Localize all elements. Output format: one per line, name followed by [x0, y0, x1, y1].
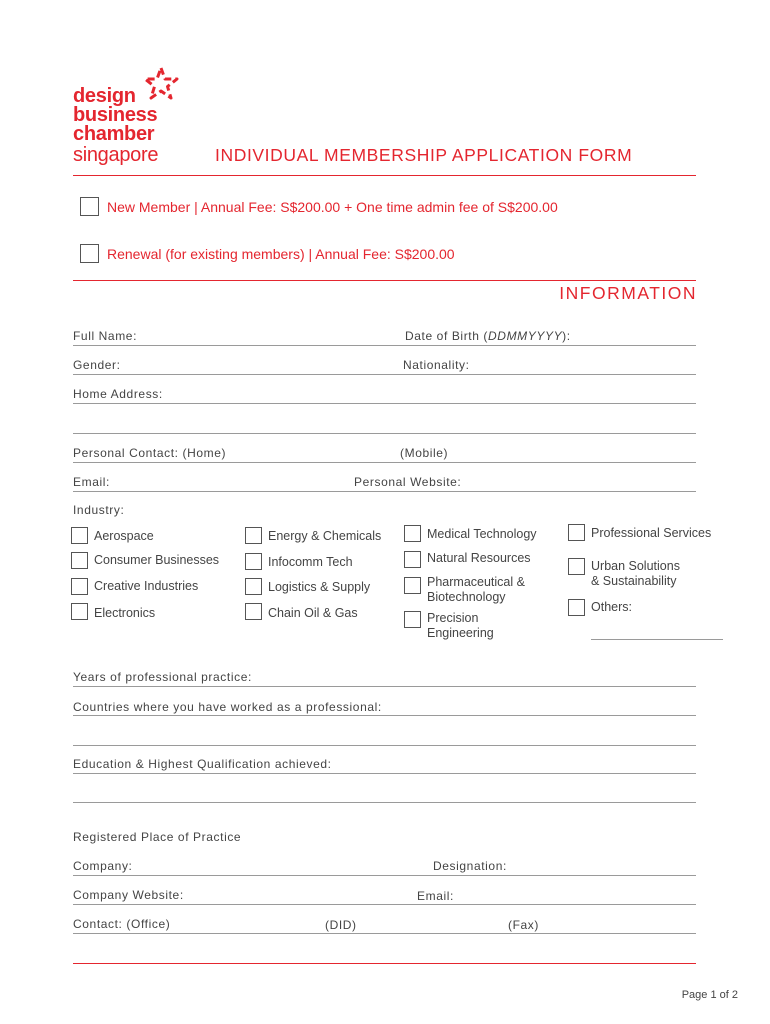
infocomm-tech-checkbox[interactable]	[245, 553, 262, 570]
star-logo-icon	[143, 66, 179, 102]
full-name-label: Full Name:	[73, 329, 138, 343]
email-label: Email:	[73, 475, 110, 489]
pharmaceutical-label: Pharmaceutical &	[427, 575, 525, 589]
others-label: Others:	[591, 600, 632, 614]
medical-technology-label: Medical Technology	[427, 527, 537, 541]
natural-resources-label: Natural Resources	[427, 551, 531, 565]
countries-worked-line-1[interactable]	[73, 715, 696, 716]
page-number: Page 1 of 2	[681, 989, 738, 1001]
creative-industries-checkbox[interactable]	[71, 578, 88, 595]
fax-label: (Fax)	[508, 918, 539, 932]
home-address-label: Home Address:	[73, 387, 163, 401]
company-website-label: Company Website:	[73, 888, 184, 902]
education-label: Education & Highest Qualification achieved:	[73, 757, 332, 771]
energy-chemicals-label: Energy & Chemicals	[268, 529, 382, 543]
years-practice-label: Years of professional practice:	[73, 670, 252, 684]
mobile-label: (Mobile)	[400, 446, 449, 460]
others-checkbox[interactable]	[568, 599, 585, 616]
aerospace-checkbox[interactable]	[71, 527, 88, 544]
form-title: INDIVIDUAL MEMBERSHIP APPLICATION FORM	[215, 145, 633, 165]
home-address-line-1[interactable]	[73, 403, 696, 404]
countries-worked-label: Countries where you have worked as a professional:	[73, 700, 382, 714]
chain-oil-gas-label: Chain Oil & Gas	[268, 606, 358, 620]
company-label: Company:	[73, 859, 133, 873]
urban-solutions-checkbox[interactable]	[568, 558, 585, 575]
medical-technology-checkbox[interactable]	[404, 525, 421, 542]
email-line[interactable]	[73, 491, 696, 492]
precision-label: Precision	[427, 611, 479, 625]
logo-text-business: business	[73, 104, 158, 126]
creative-industries-label: Creative Industries	[94, 579, 199, 593]
chain-oil-gas-checkbox[interactable]	[245, 603, 262, 620]
renewal-checkbox[interactable]	[80, 244, 99, 263]
home-address-line-2[interactable]	[73, 433, 696, 434]
logo-text-design: design	[73, 85, 136, 107]
contact-office-label: Contact: (Office)	[73, 917, 171, 931]
company-email-label: Email:	[417, 889, 454, 903]
dob-label	[405, 329, 571, 343]
urban-solutions-label: Urban Solutions	[591, 559, 680, 573]
contact-office-line[interactable]	[73, 933, 696, 934]
electronics-label: Electronics	[94, 606, 156, 620]
dob-label-text: Date of Birth (	[405, 329, 489, 343]
industry-label: Industry:	[73, 503, 125, 517]
dob-format: DDMMYYYY	[488, 329, 563, 343]
pharmaceutical-biotechnology-checkbox[interactable]	[404, 577, 421, 594]
information-title: INFORMATION	[559, 283, 697, 303]
years-practice-line[interactable]	[73, 686, 696, 687]
company-line[interactable]	[73, 875, 696, 876]
designation-label: Designation:	[433, 859, 507, 873]
did-label: (DID)	[325, 918, 357, 932]
new-member-checkbox[interactable]	[80, 197, 99, 216]
biotechnology-label: Biotechnology	[427, 590, 506, 604]
full-name-line[interactable]	[73, 345, 696, 346]
new-member-label: New Member | Annual Fee: S$200.00 + One time admin fee of S$200.00	[107, 199, 558, 215]
infocomm-tech-label: Infocomm Tech	[268, 555, 353, 569]
aerospace-label: Aerospace	[94, 529, 154, 543]
others-input-line[interactable]	[591, 639, 723, 640]
education-line-2[interactable]	[73, 802, 696, 803]
membership-divider	[73, 280, 696, 281]
gender-line[interactable]	[73, 374, 696, 375]
logo-text-singapore: singapore	[73, 144, 159, 166]
professional-services-label: Professional Services	[591, 526, 712, 540]
logo-text-chamber: chamber	[73, 123, 155, 145]
electronics-checkbox[interactable]	[71, 603, 88, 620]
personal-contact-line[interactable]	[73, 462, 696, 463]
title-divider	[73, 175, 696, 176]
natural-resources-checkbox[interactable]	[404, 551, 421, 568]
logistics-supply-label: Logistics & Supply	[268, 580, 371, 594]
footer-divider	[73, 963, 696, 964]
energy-chemicals-checkbox[interactable]	[245, 527, 262, 544]
personal-contact-label: Personal Contact: (Home)	[73, 446, 227, 460]
countries-worked-line-2[interactable]	[73, 745, 696, 746]
consumer-businesses-label: Consumer Businesses	[94, 553, 220, 567]
sustainability-label: & Sustainability	[591, 574, 677, 588]
logistics-supply-checkbox[interactable]	[245, 578, 262, 595]
education-line-1[interactable]	[73, 773, 696, 774]
personal-website-label: Personal Website:	[354, 475, 462, 489]
dob-label-close: ):	[562, 329, 571, 343]
consumer-businesses-checkbox[interactable]	[71, 552, 88, 569]
registered-practice-title: Registered Place of Practice	[73, 830, 242, 844]
renewal-label: Renewal (for existing members) | Annual Fee: S$200.00	[107, 246, 455, 262]
engineering-label: Engineering	[427, 626, 494, 640]
gender-label: Gender:	[73, 358, 121, 372]
company-website-line[interactable]	[73, 904, 696, 905]
professional-services-checkbox[interactable]	[568, 524, 585, 541]
nationality-label: Nationality:	[403, 358, 470, 372]
precision-engineering-checkbox[interactable]	[404, 611, 421, 628]
